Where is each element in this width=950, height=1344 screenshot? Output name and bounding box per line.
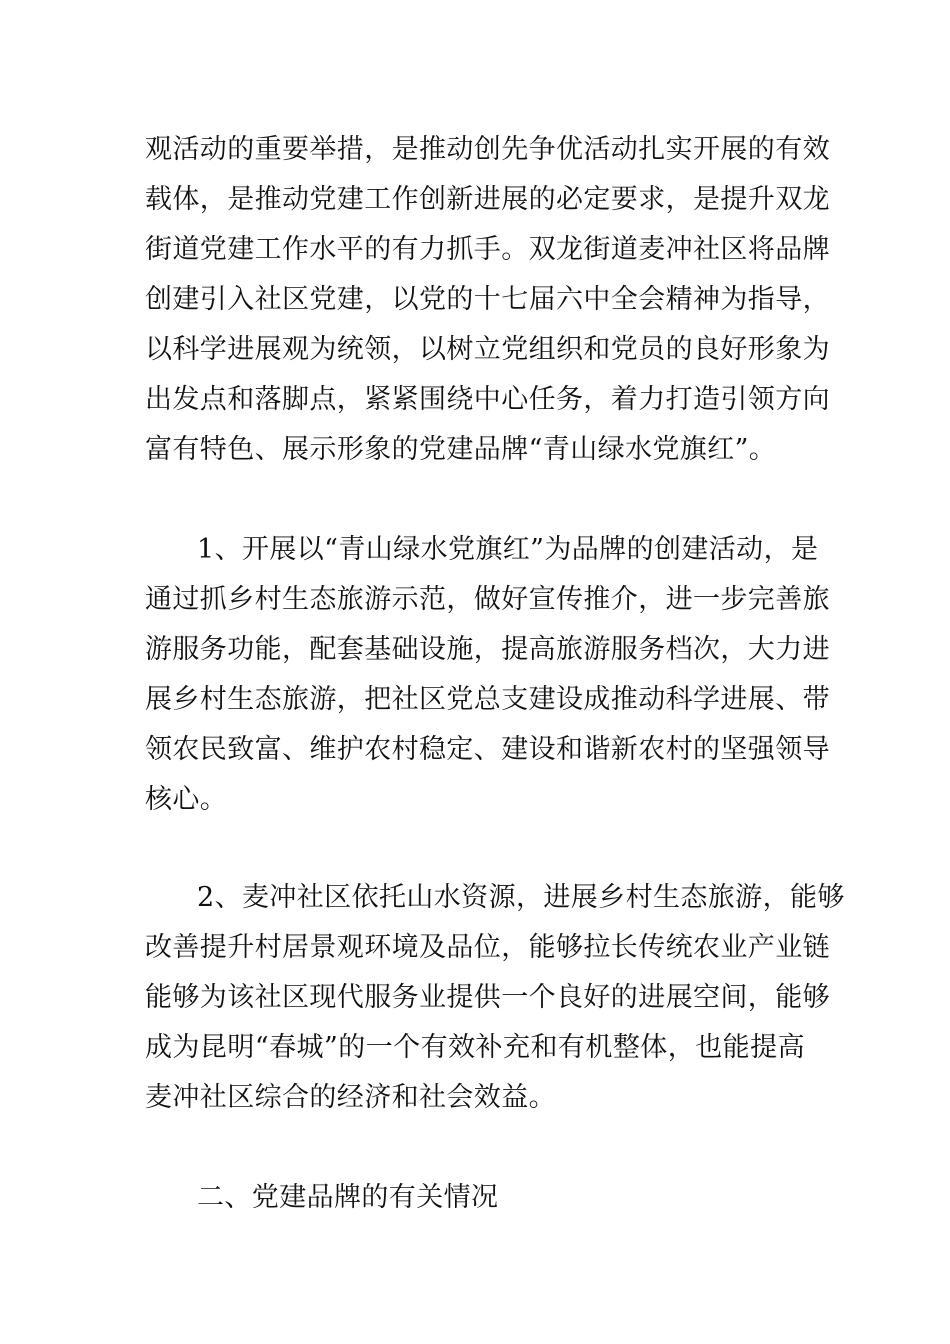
paragraph-1-line-2: 载体，是推动党建工作创新进展的必定要求，是提升双龙 [145, 184, 830, 215]
paragraph-1-line-3: 街道党建工作水平的有力抓手。双龙街道麦冲社区将品牌 [145, 234, 830, 265]
paragraph-1-line-1: 观活动的重要举措，是推动创先争优活动扎实开展的有效 [145, 134, 830, 165]
paragraph-2-line-6: 核心。 [145, 784, 228, 815]
paragraph-1-line-4: 创建引入社区党建，以党的十七届六中全会精神为指导， [145, 284, 830, 315]
paragraph-2-line-1: 1、开展以“青山绿水党旗红”为品牌的创建活动，是 [197, 534, 819, 565]
paragraph-1-line-5: 以科学进展观为统领，以树立党组织和党员的良好形象为 [145, 334, 830, 365]
paragraph-2-line-2: 通过抓乡村生态旅游示范，做好宣传推介，进一步完善旅 [145, 584, 830, 615]
paragraph-1-line-6: 出发点和落脚点，紧紧围绕中心任务，着力打造引领方向 [145, 384, 830, 415]
paragraph-2-line-5: 领农民致富、维护农村稳定、建设和谐新农村的坚强领导 [145, 734, 830, 765]
paragraph-3-line-1: 2、麦冲社区依托山水资源，进展乡村生态旅游，能够 [197, 882, 845, 913]
paragraph-3-line-5: 麦冲社区综合的经济和社会效益。 [145, 1082, 556, 1113]
paragraph-2-line-4: 展乡村生态旅游，把社区党总支建设成推动科学进展、带 [145, 684, 830, 715]
paragraph-2-line-3: 游服务功能，配套基础设施，提高旅游服务档次，大力进 [145, 634, 830, 665]
paragraph-3-line-3: 能够为该社区现代服务业提供一个良好的进展空间，能够 [145, 982, 830, 1013]
paragraph-3-line-2: 改善提升村居景观环境及品位，能够拉长传统农业产业链 [145, 932, 830, 963]
paragraph-3-line-4: 成为昆明“春城”的一个有效补充和有机整体，也能提高 [145, 1032, 805, 1063]
section-heading: 二、党建品牌的有关情况 [197, 1182, 499, 1213]
paragraph-1-line-7: 富有特色、展示形象的党建品牌“青山绿水党旗红”。 [145, 434, 777, 465]
